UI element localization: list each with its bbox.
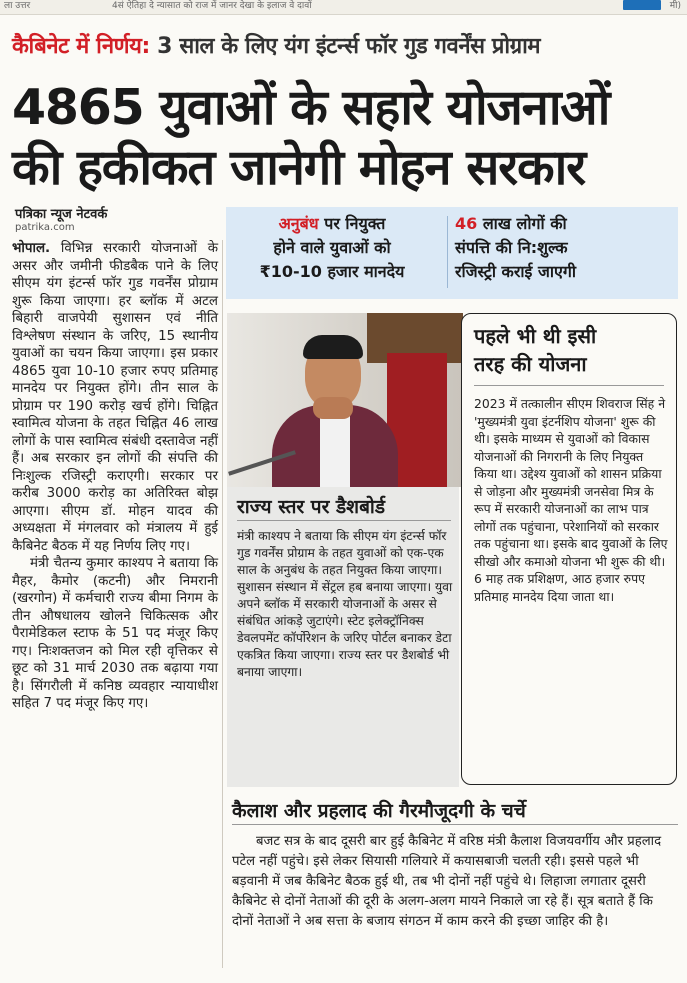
kicker-text: 3 साल के लिए यंग इंटर्न्स फॉर गुड गवर्नेंस प्रोग्राम [149, 34, 541, 59]
top-strip [0, 0, 687, 15]
highlight-registry [455, 212, 670, 284]
highlight-stipend-line2: होने वाले युवाओं को [273, 238, 391, 257]
highlight-stipend-line3: ₹10-10 हजार मानदेय [259, 262, 405, 281]
bottom-story-text: बजट सत्र के बाद दूसरी बार हुई कैबिनेट में वरिष्ठ मंत्री कैलाश विजयवर्गीय और प्रहलाद पटेल नहीं पहुंचे। इसे लेकर सियासी गलियारे में कयासबाजी चलती रही। इससे पहले भी बड़वानी में जब कैबिनेट बैठक हुई थी, तब भी दोनों नहीं पहुंचे थे। लिहाजा लगातार दूसरी कैबिनेट से दोनों नेताओं की दूरी के अलग-अलग मायने निकाले जा रहे हैं। सूत्र बताते हैं कि दोनों नेताओं ने अब सत्ता के बजाय संगठन में काम करने की इच्छा जाहिर की है। [232, 834, 662, 929]
sidebar-title-line-1: पहले भी थी इसी [474, 324, 597, 348]
headline-line-2: की हकीकत जानेगी मोहन सरकार [12, 139, 585, 196]
body-paragraph-2: मंत्री चैतन्य कुमार काश्यप ने बताया कि मैहर, कैमोर (कटनी) और निमरानी (खरगोन) में कर्मचारी राज्य बीमा निगम के तीन औषधालय खोलने चिकित्सक और पैरामेडिकल स्टाफ के 51 पद मंजूर किए गए। निःशक्तजन को मिल रही वृत्तिकर से छूट को 31 मार्च 2030 तक बढ़ाया गया है। सिंगरौली में कनिष्ठ व्यवहार न्यायाधीश सहित 7 पद मंजूर किए गए। [12, 556, 218, 711]
bottom-story-rule [232, 824, 678, 825]
highlight-registry-line2: संपत्ति की नि:शुल्क [455, 238, 568, 257]
highlight-stipend [232, 212, 432, 284]
newspaper-logo-icon [623, 0, 661, 10]
top-strip-middle-text: 4सं ऐतिहा दे न्यासात को राज में जानर देखा के इलाज वे दावों [112, 1, 312, 11]
highlight-registry-line3: रजिस्ट्री कराई जाएगी [455, 262, 576, 281]
headline-line-1: 4865 युवाओं के सहारे योजनाओं [12, 79, 610, 136]
top-strip-left-text: ला उत्तर [4, 1, 31, 11]
sidebar-title-line-2: तरह की योजना [474, 352, 587, 376]
dashboard-box-text: मंत्री काश्यप ने बताया कि सीएम यंग इंटर्न्स फॉर गुड गवर्नेंस प्रोग्राम के तहत युवाओं को एक-एक साल के अनुबंध के तहत नियुक्त किया जाएगा। सुशासन संस्थान में सेंट्रल हब बनाया जाएगा। युवा अपने ब्लॉक में सरकारी योजनाओं के असर से संबंधित आंकड़े जुटाएंगे। स्टेट इलेक्ट्रॉनिक्स डेवलपमेंट कॉर्पोरेशन के जरिए पोर्टल बनाकर डेटा एकत्रित किया जाएगा। राज्य स्तर पर डैशबोर्ड भी बनाया जाएगा। [237, 529, 453, 679]
kicker-label: कैबिनेट में निर्णय [12, 34, 142, 59]
main-story-column [12, 240, 218, 713]
chief-minister-photo [227, 313, 463, 487]
body-paragraph-1: विभिन्न सरकारी योजनाओं के असर और जमीनी फीडबैक पाने के लिए सीएम यंग इंटर्न्स फॉर गुड गवर्नेंस प्रोग्राम शुरू किया जाएगा। हर ब्लॉक में अटल बिहारी वाजपेयी सुशासन एवं नीति विश्लेषण संस्थान के जरिए, 15 स्थानीय युवाओं का चयन किया जाएगा। इस प्रकार 4865 युवा 10-10 हजार रुपए प्रतिमाह मानदेय पर नियुक्त होंगे। तीन साल के प्रोग्राम पर 190 करोड़ खर्च होंगे। चिह्नित स्वामित्व योजना के तहत चिह्नित 46 लाख लोगों के पास स्वामित्व संबंधी दस्तावेज नहीं हैं। अब सरकार इन लोगों की संपत्ति की निःशुल्क रजिस्ट्री कराएगी। सरकार पर करीब 3000 करोड़ का अतिरिक्त बोझ आएगा। सीएम डॉ. मोहन यादव की अध्यक्षता में मंगलवार को मंत्रालय में हुई कैबिनेट बैठक में यह निर्णय लिए गए। [12, 241, 218, 554]
byline-site: patrika.com [15, 222, 75, 233]
sidebar-box-rule [474, 385, 664, 386]
sidebar-box-title [474, 322, 674, 378]
sidebar-box-text: 2023 में तत्कालीन सीएम शिवराज सिंह ने 'मुख्यमंत्री युवा इंटर्नशिप योजना' शुरू की थी। इसके माध्यम से युवाओं को विकास योजनाओं की निगरानी के लिए नियुक्त किया था। उद्देश्य युवाओं को शासन प्रक्रिया से जोड़ना और मुख्यमंत्री जनसेवा मित्र के रूप में सरकारी योजनाओं का लाभ पात्र लोगों तक पहुंचाना, परेशानियों को सरकार तक पहुंचाना था। इसके बाद युवाओं के लिए सीखो और कमाओ योजना भी शुरू की थी। 6 माह तक प्रशिक्षण, आठ हजार रुपए प्रतिमाह मानदेय दिया जाता था। [474, 396, 668, 604]
article-headline [12, 78, 680, 198]
dashboard-box-title: राज्य स्तर पर डैशबोर्ड [237, 496, 385, 518]
dashboard-box-rule [237, 520, 451, 521]
column-divider [222, 240, 223, 968]
highlight-registry-line1: लाख लोगों की [477, 214, 567, 233]
kicker-separator: : [141, 34, 150, 59]
bottom-story-title: कैलाश और प्रहलाद की गैरमौजूदगी के चर्चे [232, 800, 526, 822]
top-strip-right-text: मी) [669, 1, 681, 11]
dateline: भोपाल. [12, 241, 51, 256]
highlight-divider [447, 216, 448, 288]
highlight-registry-red: 46 [455, 214, 478, 233]
byline: पत्रिका न्यूज नेटवर्क [15, 207, 108, 222]
article-kicker [12, 30, 680, 60]
highlight-stipend-line1: पर नियुक्त [318, 214, 386, 233]
highlight-stipend-red: अनुबंध [278, 214, 319, 233]
